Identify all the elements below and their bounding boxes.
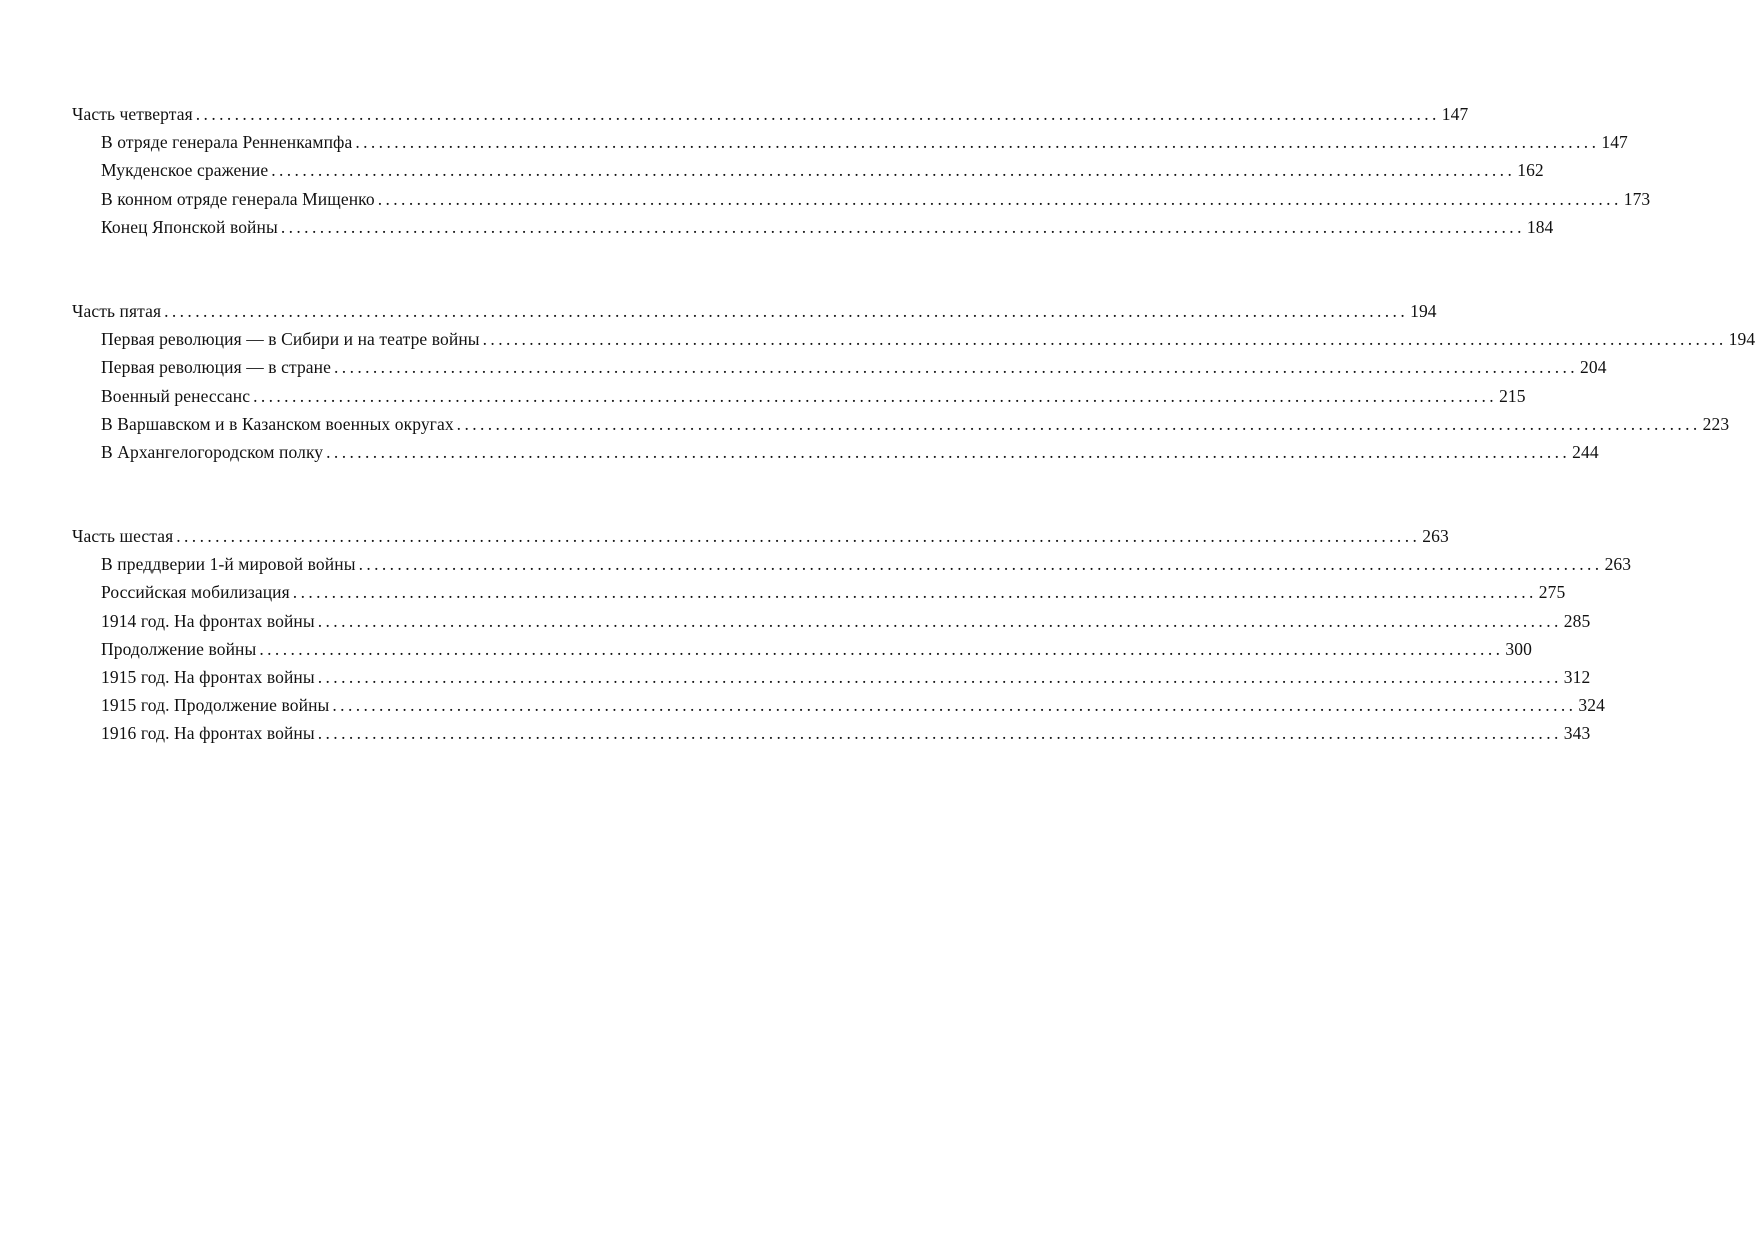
toc-section-part-six <box>72 522 1632 748</box>
page-number: 312 <box>1563 667 1591 687</box>
dot-leader: ................................................................................................................................................................ <box>253 385 1498 406</box>
toc-chapter-entry <box>72 353 1607 381</box>
toc-chapter-entry <box>72 607 1591 635</box>
chapter-title: Мукденское сражение <box>101 160 269 181</box>
toc-chapter-entry <box>72 438 1599 466</box>
page-number: 223 <box>1702 413 1730 434</box>
chapter-title: Первая революция — в Сибири и на театре войны <box>101 329 480 350</box>
chapter-title: Российская мобилизация <box>101 582 290 603</box>
toc-chapter-entry <box>72 185 1651 213</box>
chapter-title: 1915 год. Продолжение войны <box>101 695 330 716</box>
dot-leader: ................................................................................................................................................................ <box>259 638 1504 659</box>
toc-chapter-entry <box>72 550 1632 578</box>
page-number: 244 <box>1572 441 1599 462</box>
page-number: 324 <box>1578 695 1605 716</box>
toc-chapter-entry <box>72 719 1591 747</box>
chapter-title: 1915 год. На фронтах войны <box>101 667 315 687</box>
toc-chapter-entry <box>72 635 1532 663</box>
dot-leader: ................................................................................................................................................................ <box>332 695 1577 716</box>
page-number: 194 <box>1728 329 1755 350</box>
dot-leader: ................................................................................................................................................................ <box>334 357 1579 378</box>
page-number: 285 <box>1563 610 1591 631</box>
table-of-contents <box>72 100 1755 748</box>
part-title: Часть пятая <box>72 300 162 321</box>
dot-leader: ................................................................................................................................................................ <box>317 723 1562 744</box>
chapter-title: 1914 год. На фронтах войны <box>101 610 315 631</box>
page-number: 263 <box>1422 526 1449 547</box>
chapter-title: Первая революция — в стране <box>101 357 332 378</box>
toc-chapter-entry <box>72 128 1628 156</box>
toc-chapter-entry <box>72 578 1566 606</box>
chapter-title: В конном отряде генерала Мищенко <box>101 188 375 209</box>
chapter-title: В отряде генерала Ренненкампфа <box>101 132 353 153</box>
toc-chapter-entry <box>72 213 1554 241</box>
dot-leader: ................................................................................................................................................................ <box>355 132 1600 153</box>
toc-section-part-five <box>72 297 1755 466</box>
page-number: 215 <box>1499 385 1526 406</box>
chapter-title: В преддверии 1-й мировой войны <box>101 554 356 575</box>
dot-leader: ................................................................................................................................................................ <box>176 526 1421 547</box>
page-number: 147 <box>1601 132 1628 153</box>
chapter-title: В Варшавском и в Казанском военных округах <box>101 413 454 434</box>
page-number: 204 <box>1580 357 1607 378</box>
page-number: 147 <box>1441 104 1469 124</box>
dot-leader: ................................................................................................................................................................ <box>317 610 1562 631</box>
dot-leader: ................................................................................................................................................................ <box>482 329 1727 350</box>
dot-leader: ................................................................................................................................................................ <box>456 413 1701 434</box>
toc-chapter-entry <box>72 156 1544 184</box>
page-number: 184 <box>1526 216 1554 237</box>
toc-section-part-four <box>72 100 1651 241</box>
toc-chapter-entry <box>72 663 1591 691</box>
dot-leader: ................................................................................................................................................................ <box>292 582 1537 603</box>
dot-leader: ................................................................................................................................................................ <box>326 441 1571 462</box>
chapter-title: 1916 год. На фронтах войны <box>101 723 315 744</box>
chapter-title: Военный ренессанс <box>101 385 251 406</box>
page-number: 343 <box>1563 723 1591 744</box>
chapter-title: Конец Японской войны <box>101 216 278 237</box>
dot-leader: ................................................................................................................................................................ <box>271 160 1516 181</box>
toc-part-entry <box>72 100 1469 128</box>
part-title: Часть шестая <box>72 526 174 547</box>
page-number: 263 <box>1604 554 1632 575</box>
dot-leader: ................................................................................................................................................................ <box>377 188 1622 209</box>
dot-leader: ................................................................................................................................................................ <box>280 216 1525 237</box>
toc-chapter-entry <box>72 410 1730 438</box>
chapter-title: Продолжение войны <box>101 638 257 659</box>
page-number: 173 <box>1623 188 1651 209</box>
toc-chapter-entry <box>72 691 1605 719</box>
dot-leader: ................................................................................................................................................................ <box>358 554 1603 575</box>
toc-chapter-entry <box>72 382 1526 410</box>
chapter-title: В Архангелогородском полку <box>101 441 324 462</box>
page-number: 300 <box>1505 638 1532 659</box>
dot-leader: ................................................................................................................................................................ <box>164 300 1409 321</box>
page-number: 275 <box>1538 582 1566 603</box>
part-title: Часть четвертая <box>72 104 193 124</box>
dot-leader: ................................................................................................................................................................ <box>195 104 1440 124</box>
page-number: 162 <box>1517 160 1544 181</box>
page-number: 194 <box>1410 300 1437 321</box>
toc-part-entry <box>72 522 1449 550</box>
dot-leader: ................................................................................................................................................................ <box>317 667 1562 687</box>
toc-chapter-entry <box>72 325 1755 353</box>
toc-part-entry <box>72 297 1437 325</box>
